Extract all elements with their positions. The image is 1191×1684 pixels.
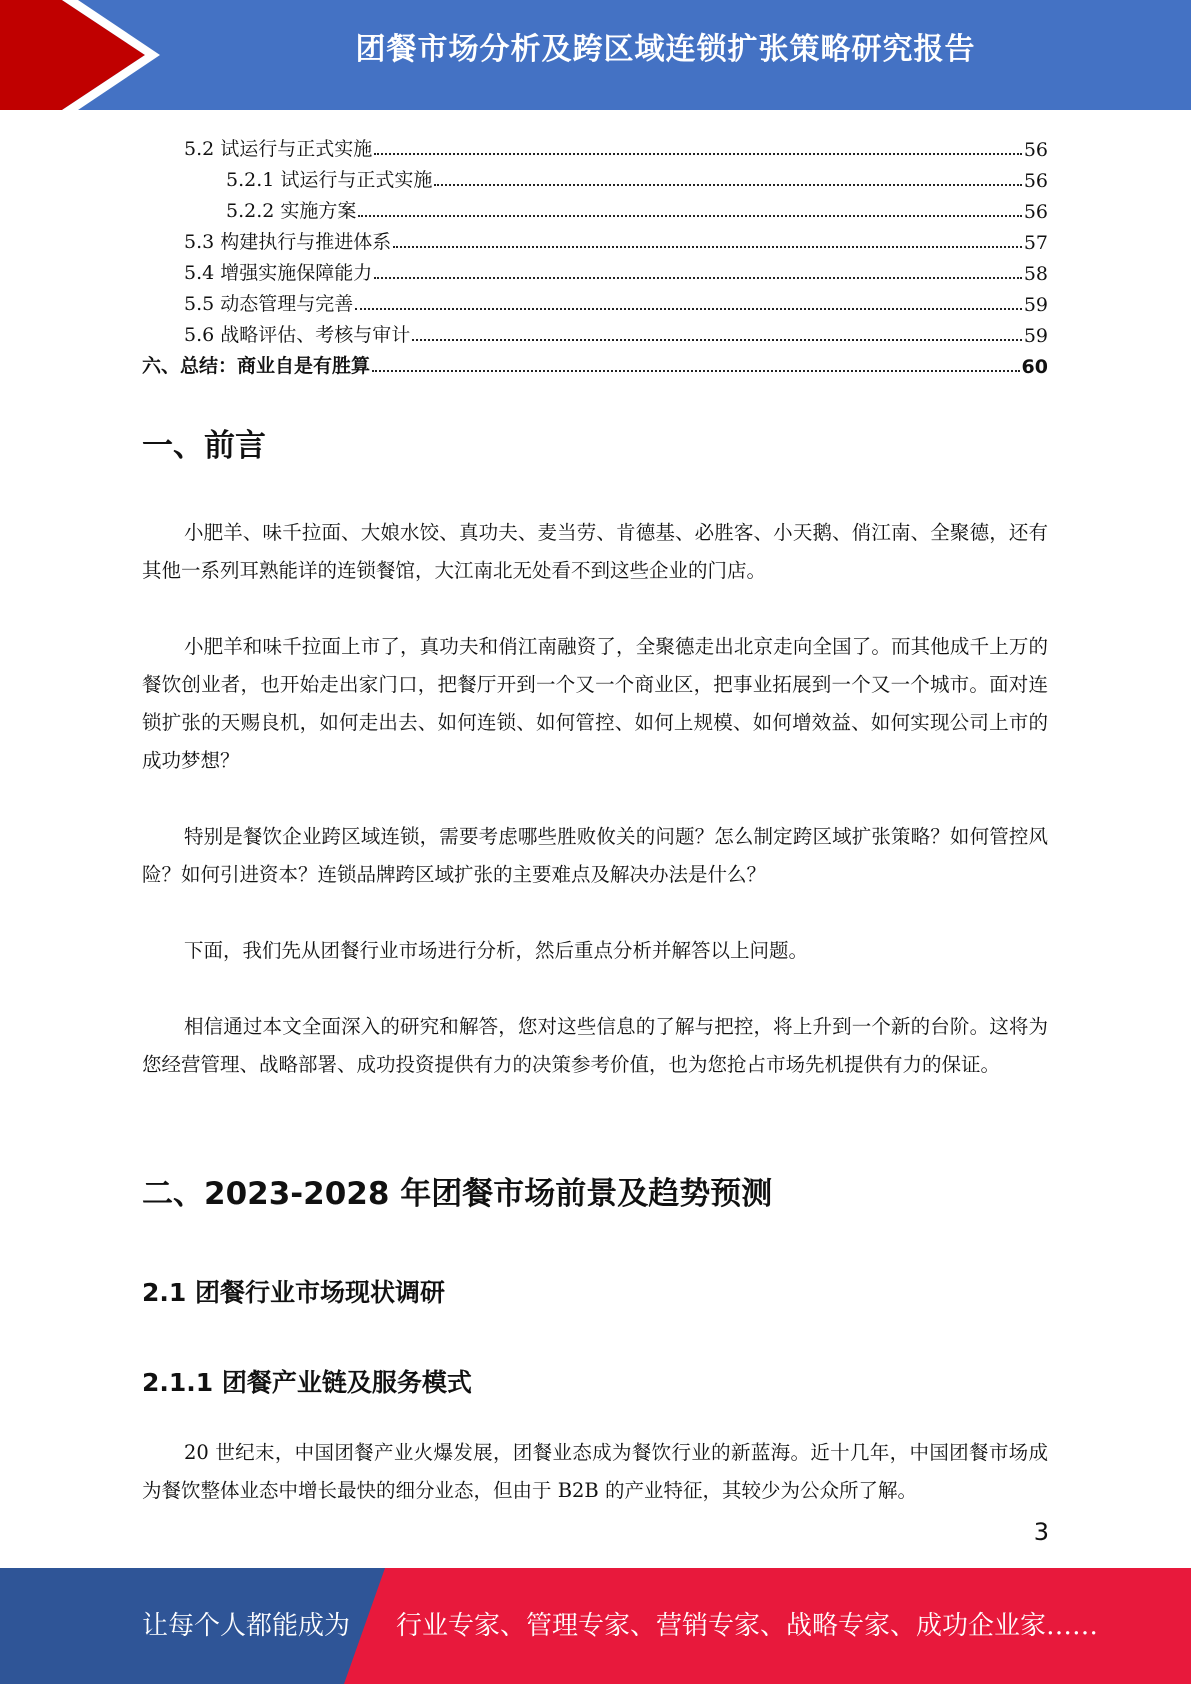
footer-slogan-right: 行业专家、管理专家、营销专家、战略专家、成功企业家…… [396,1611,1099,1641]
section-heading-forecast: 二、2023-2028 年团餐市场前景及趋势预测 [142,1176,773,1212]
toc-item[interactable]: 5.6 战略评估、考核与审计 59 [184,324,1048,347]
paragraph: 相信通过本文全面深入的研究和解答，您对这些信息的了解与把控，将上升到一个新的台阶。这将为您经营管理、战略部署、成功投资提供有力的决策参考价值，也为您抢占市场先机提供有力的保证。 [142,1015,1048,1076]
report-title: 团餐市场分析及跨区域连锁扩张策略研究报告 [355,32,976,67]
page-footer [0,1568,1191,1684]
toc-item[interactable]: 5.5 动态管理与完善 59 [184,293,1048,316]
toc-item[interactable]: 5.3 构建执行与推进体系 57 [184,231,1048,254]
subsubsection-heading: 2.1.1 团餐产业链及服务模式 [142,1368,472,1397]
page-number: 3 [1033,1518,1049,1546]
toc-item[interactable]: 5.2.2 实施方案 56 [226,200,1048,223]
footer-slogan-left: 让每个人都能成为 [142,1611,351,1641]
toc-item[interactable]: 5.2.1 试运行与正式实施 56 [226,169,1048,192]
toc-item-chapter[interactable]: 六、总结：商业自是有胜算 60 [142,355,1048,378]
page-header [0,0,1191,110]
toc-item[interactable]: 5.4 增强实施保障能力 58 [184,262,1048,285]
subsection-heading: 2.1 团餐行业市场现状调研 [142,1278,445,1307]
toc-item[interactable]: 5.2 试运行与正式实施 56 [184,138,1048,161]
paragraph: 小肥羊、味千拉面、大娘水饺、真功夫、麦当劳、肯德基、必胜客、小天鹅、俏江南、全聚德，还有其他一系列耳熟能详的连锁餐馆，大江南北无处看不到这些企业的门店。 [142,521,1048,582]
section-heading-preface: 一、前言 [142,428,266,464]
paragraph: 特别是餐饮企业跨区域连锁，需要考虑哪些胜败攸关的问题？怎么制定跨区域扩张策略？如何管控风险？如何引进资本？连锁品牌跨区域扩张的主要难点及解决办法是什么？ [142,825,1048,886]
table-of-contents [142,130,1048,378]
paragraph: 下面，我们先从团餐行业市场进行分析，然后重点分析并解答以上问题。 [184,939,809,962]
paragraph: 小肥羊和味千拉面上市了，真功夫和俏江南融资了，全聚德走出北京走向全国了。而其他成千上万的餐饮创业者，也开始走出家门口，把餐厅开到一个又一个商业区，把事业拓展到一个又一个城市。面对连锁扩张的天赐良机，如何走出去、如何连锁、如何管控、如何上规模、如何增效益、如何实现公司上市的成功梦想？ [142,635,1048,772]
paragraph: 20 世纪末，中国团餐产业火爆发展，团餐业态成为餐饮行业的新蓝海。近十几年，中国团餐市场成为餐饮整体业态中增长最快的细分业态，但由于 B2B 的产业特征，其较少为公众所了解。 [142,1441,1048,1502]
